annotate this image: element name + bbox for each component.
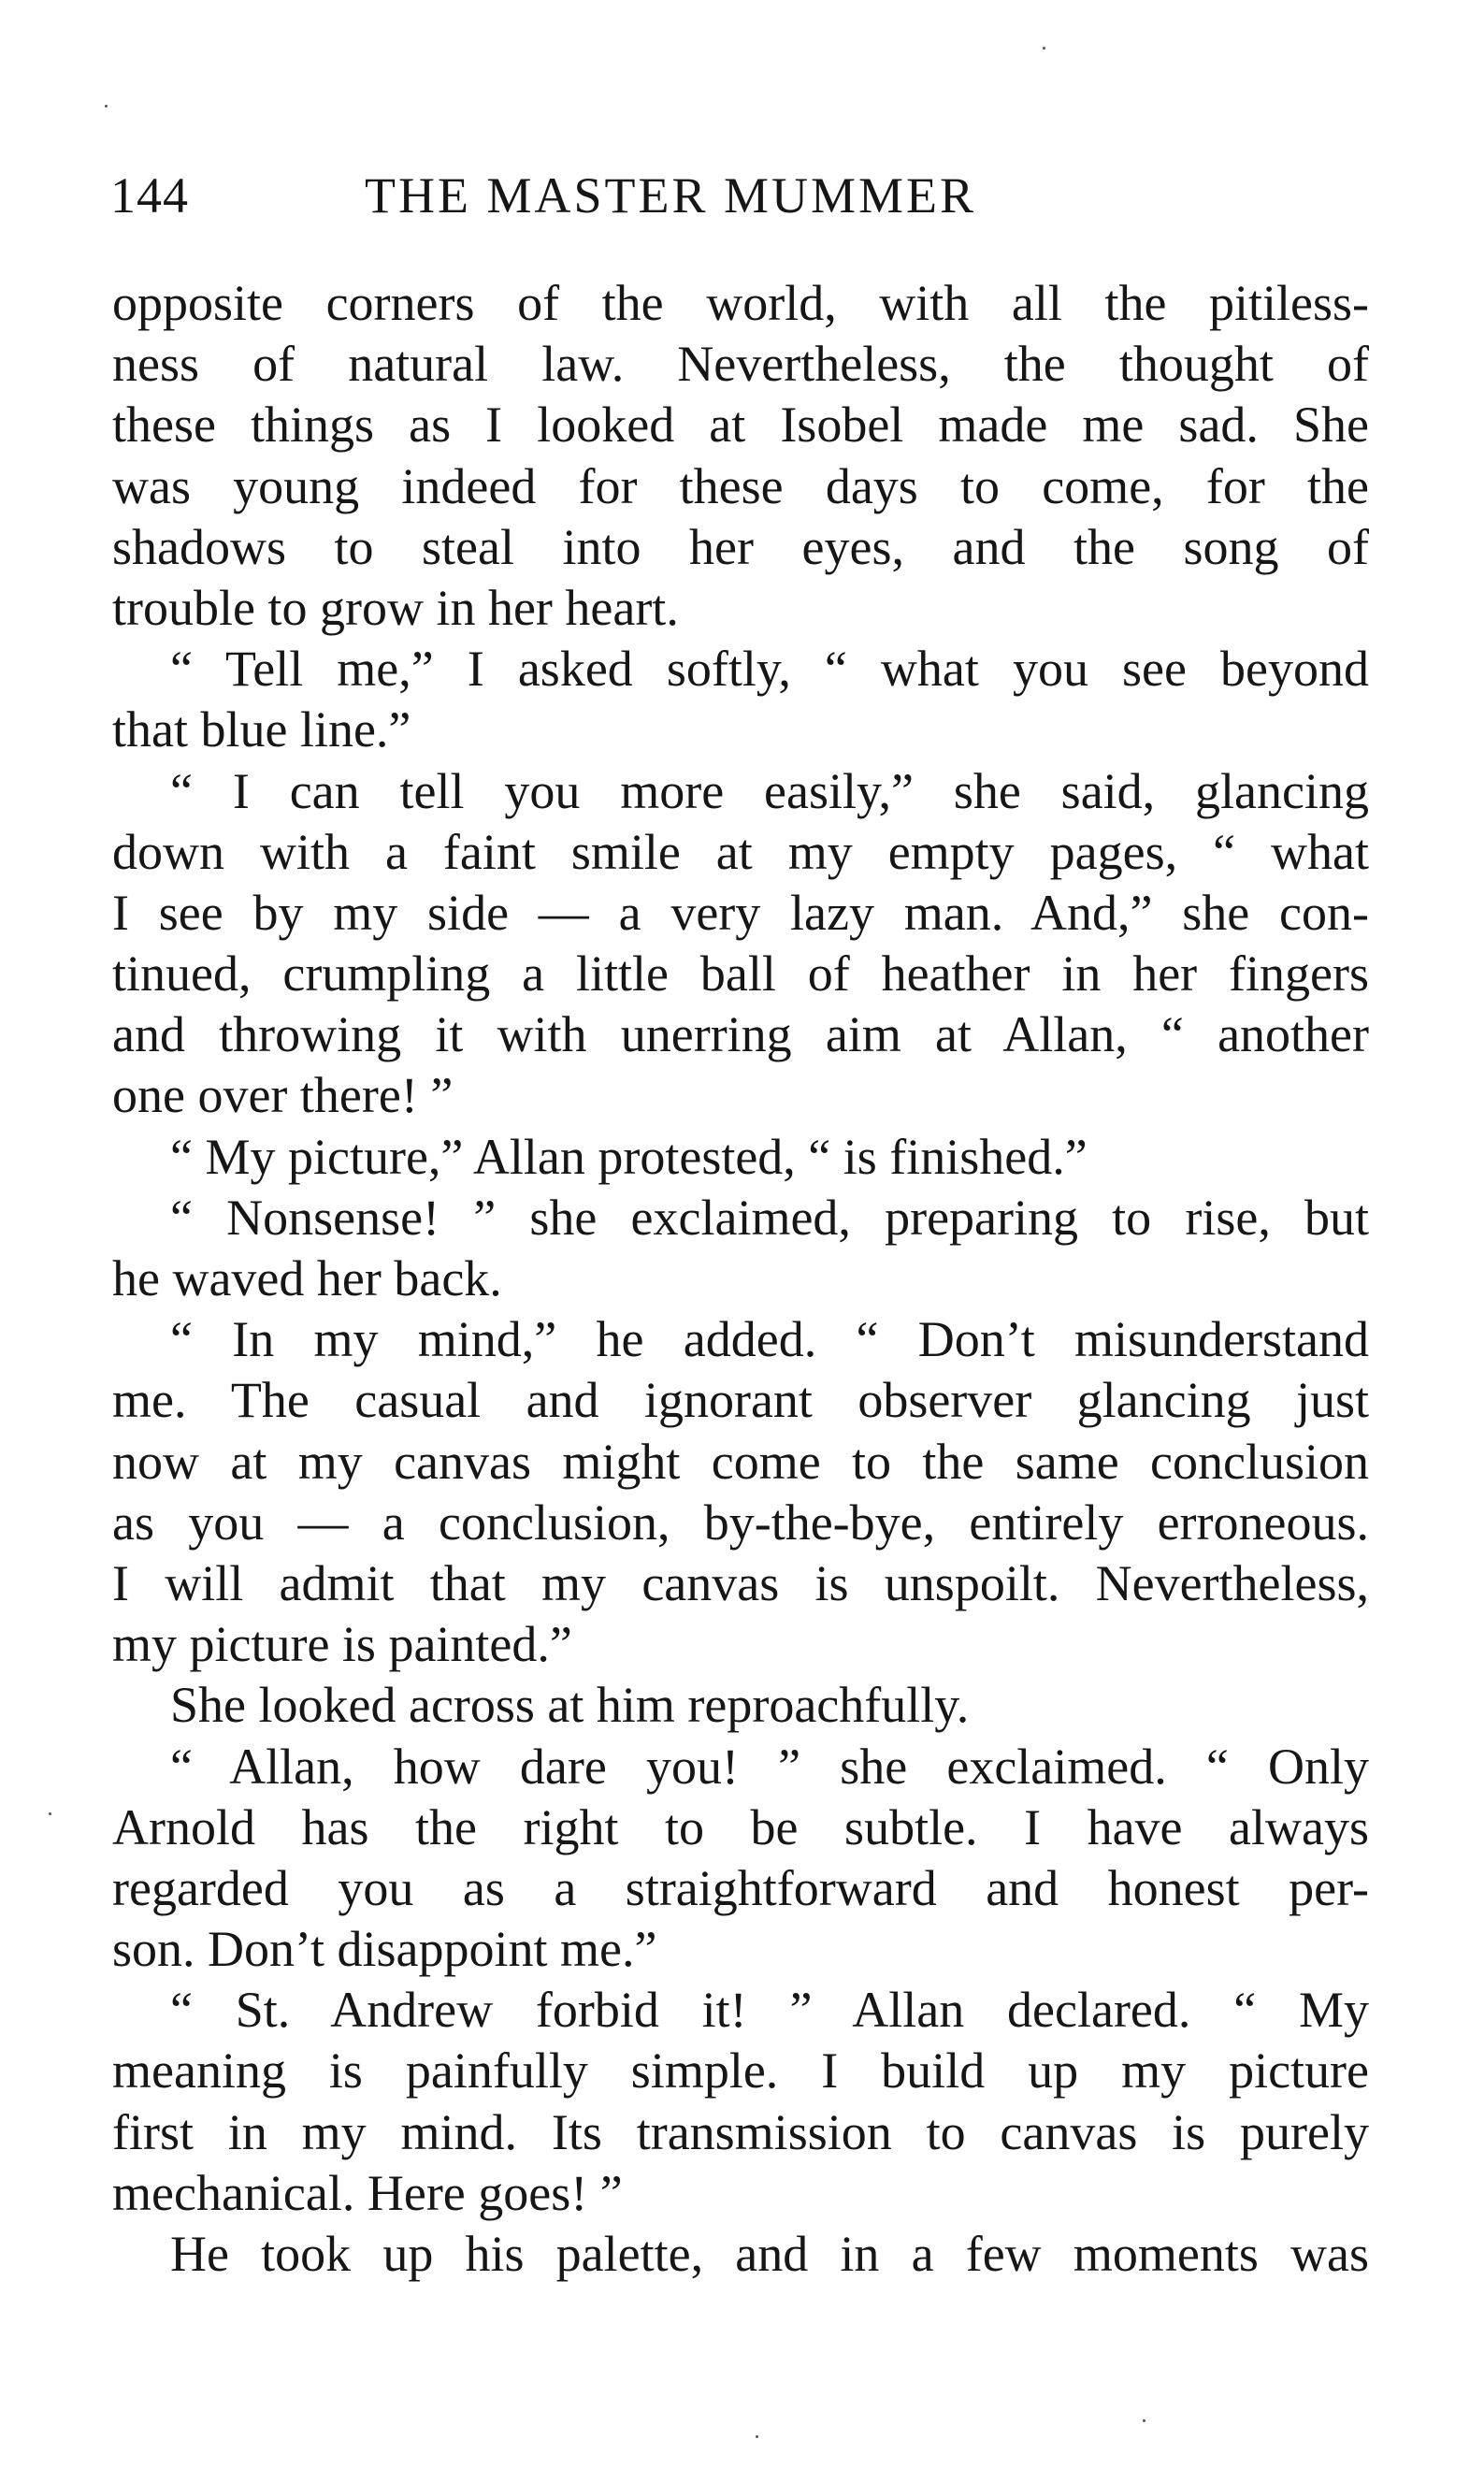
- text-line: and throwing it with unerring aim at Allan, “ another: [112, 1006, 1369, 1063]
- paper-speck: [1043, 47, 1045, 50]
- text-line: I will admit that my canvas is unspoilt. Nevertheless,: [112, 1554, 1369, 1611]
- page-number: 144: [110, 167, 189, 224]
- text-line: “ Allan, how dare you! ” she exclaimed. “ Only: [170, 1738, 1369, 1795]
- text-line: “ In my mind,” he added. “ Don’t misunderstand: [170, 1311, 1369, 1368]
- paper-speck: [756, 2435, 758, 2438]
- text-line: trouble to grow in her heart.: [112, 579, 679, 636]
- text-line: son. Don’t disappoint me.”: [112, 1921, 657, 1978]
- text-line: my picture is painted.”: [112, 1616, 572, 1673]
- text-line: tinued, crumpling a little ball of heather in her fingers: [112, 945, 1369, 1003]
- text-line: I see by my side — a very lazy man. And,” she con-: [112, 884, 1369, 941]
- text-line: first in my mind. Its transmission to canvas is purely: [112, 2103, 1369, 2160]
- running-head: [110, 166, 1373, 241]
- running-title: THE MASTER MUMMER: [365, 167, 977, 224]
- paper-speck: [105, 105, 108, 108]
- text-line: “ I can tell you more easily,” she said, glancing: [170, 762, 1369, 819]
- text-line: down with a faint smile at my empty pages, “ what: [112, 823, 1369, 880]
- text-line: was young indeed for these days to come, for the: [112, 457, 1369, 514]
- text-line: mechanical. Here goes! ”: [112, 2164, 623, 2221]
- text-line: “ My picture,” Allan protested, “ is finished.”: [170, 1128, 1088, 1185]
- text-line: one over there! ”: [112, 1067, 454, 1124]
- text-line: “ Tell me,” I asked softly, “ what you see beyond: [170, 641, 1369, 698]
- text-line: me. The casual and ignorant observer glancing just: [112, 1372, 1369, 1429]
- text-line: regarded you as a straightforward and honest per-: [112, 1859, 1369, 1916]
- text-line: “ St. Andrew forbid it! ” Allan declared. “ My: [170, 1982, 1369, 2039]
- body-text: [112, 273, 1369, 2285]
- text-line: “ Nonsense! ” she exclaimed, preparing to rise, but: [170, 1189, 1369, 1246]
- text-line: opposite corners of the world, with all the pitiless-: [112, 275, 1369, 331]
- text-line: he waved her back.: [112, 1250, 502, 1306]
- text-line: meaning is painfully simple. I build up my picture: [112, 2042, 1369, 2100]
- text-line: She looked across at him reproachfully.: [170, 1677, 970, 1734]
- text-line: that blue line.”: [112, 701, 411, 758]
- text-line: as you — a conclusion, by-the-bye, entirely erroneous.: [112, 1494, 1369, 1551]
- text-line: now at my canvas might come to the same conclusion: [112, 1433, 1369, 1490]
- text-line: He took up his palette, and in a few moments was: [170, 2226, 1369, 2282]
- paper-speck: [1143, 2419, 1145, 2422]
- text-line: these things as I looked at Isobel made me sad. She: [112, 397, 1369, 454]
- text-line: ness of natural law. Nevertheless, the thought of: [112, 336, 1369, 393]
- text-line: Arnold has the right to be subtle. I have always: [112, 1798, 1369, 1855]
- text-line: shadows to steal into her eyes, and the song of: [112, 518, 1369, 575]
- paper-speck: [49, 1812, 51, 1815]
